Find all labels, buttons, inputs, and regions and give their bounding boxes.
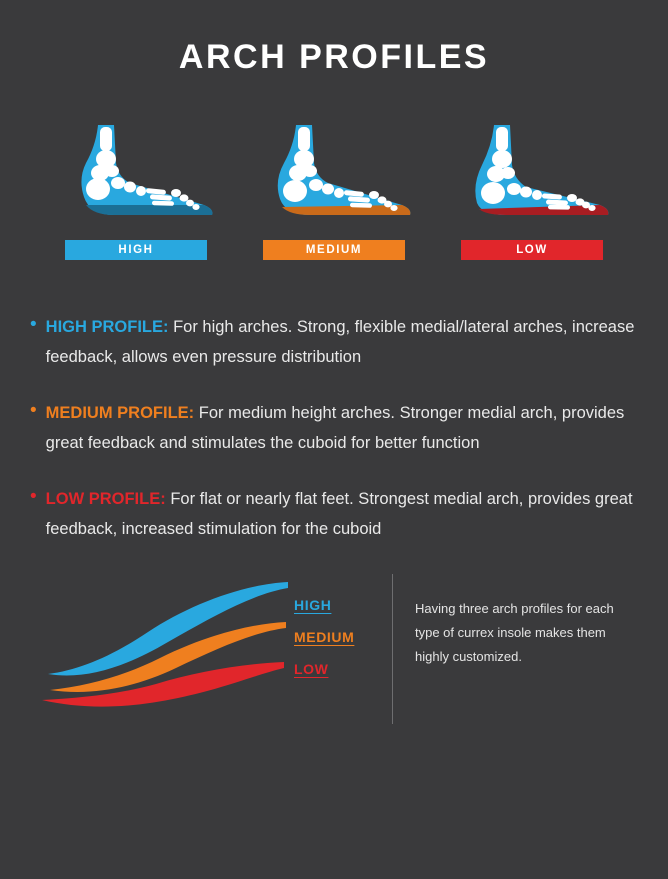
bullet-dot-icon: • [30, 314, 37, 335]
profile-description-list [30, 312, 638, 544]
profile-description-body: For medium height arches. Stronger medial arch, provides great feedback and stimulates the cuboid for better function [45, 404, 625, 452]
foot-xray-high-arch-icon [54, 119, 219, 224]
bullet-dot-icon: • [30, 400, 37, 421]
list-item [30, 484, 638, 544]
profile-description-medium [46, 398, 638, 458]
profile-description-high [46, 312, 638, 372]
legend-item-medium: MEDIUM [294, 629, 355, 645]
profile-description-heading: LOW PROFILE: [45, 490, 166, 508]
arch-profile-label-low: LOW [461, 240, 603, 260]
arch-profile-card-medium [248, 119, 420, 260]
profile-description-body: For high arches. Strong, flexible medial/lateral arches, increase feedback, allows even pressure distribution [45, 318, 635, 366]
legend-item-low: LOW [294, 661, 329, 677]
profile-description-heading: HIGH PROFILE: [45, 318, 169, 336]
vertical-divider [392, 574, 393, 724]
arch-profile-label-medium: MEDIUM [263, 240, 405, 260]
legend-item-high: HIGH [294, 597, 332, 613]
arch-curve-legend [294, 597, 390, 693]
arch-curves-icon [40, 574, 290, 724]
profile-description-low [46, 484, 638, 544]
profile-description-heading: MEDIUM PROFILE: [45, 404, 195, 422]
arch-curve-section [0, 574, 668, 724]
list-item [30, 312, 638, 372]
arch-profile-label-high: HIGH [65, 240, 207, 260]
foot-xray-low-arch-icon [450, 119, 615, 224]
arch-profile-icons-row [0, 119, 668, 260]
bullet-dot-icon: • [30, 486, 37, 507]
arch-curve-graphic [40, 574, 290, 724]
arch-profile-card-high [50, 119, 222, 260]
profile-description-body: For flat or nearly flat feet. Strongest medial arch, provides great feedback, increased stimulation for the cuboid [45, 490, 633, 538]
foot-xray-medium-arch-icon [252, 119, 417, 224]
arch-profile-card-low [446, 119, 618, 260]
customization-note: Having three arch profiles for each type of currex insole makes them highly customized. [415, 601, 614, 664]
list-item [30, 398, 638, 458]
page-title: ARCH PROFILES [178, 38, 490, 76]
